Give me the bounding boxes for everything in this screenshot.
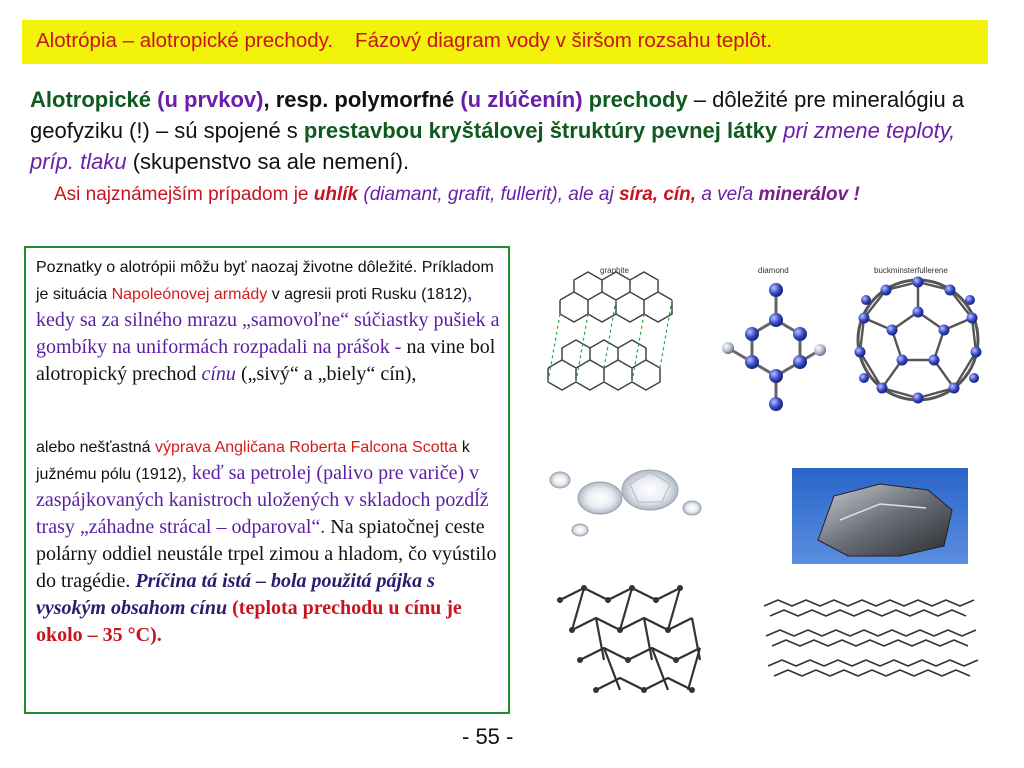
page-number: - 55 - [462,724,514,749]
fullerene-label: buckminsterfullerene [874,266,948,275]
graphite-layers-model [764,600,978,676]
diamond-structure-image [722,266,826,411]
diamond-label: diamond [758,266,789,275]
scott-paragraph: alebo nešťastná výprava Angličana Roberta Falcona Scotta k južnému pólu (1912), keď sa petrolej (palivo pre variče) v zaspájkovaných kanistroch uložených v skladoch pozdĺž trasy „záhadne strácal – odparoval“. Na spiatočnej ceste polárny oddiel neustále trpel zimou a hladom, čo vyústilo do tragédie. Príčina tá istá – bola použitá pájka s vysokým obsahom cínu (teplota prechodu u cínu je okolo – 35 °C). [36,439,497,646]
graphite-label: graphite [600,266,629,275]
slide-title: Alotrópia – alotropické prechody. Fázový diagram vody v širšom rozsahu teplôt. [36,29,773,52]
intro-paragraph: Alotropické (u prvkov), resp. polymorfné (u zlúčenín) prechody – dôležité pre mineralógiu a geofyziku (!) – sú spojené s prestavbou kryštálovej štruktúry pevnej látky pri zmene teploty, príp. tlaku (skupenstvo sa ale nemení). [30,87,965,174]
diamond-lattice-model [557,585,700,693]
graphite-rock-photo [792,468,968,564]
examples-paragraph: Asi najznámejším prípadom je uhlík (diamant, grafit, fullerit), ale aj síra, cín, a veľa minerálov ! [54,184,860,205]
diamond-gems-photo [550,470,701,536]
graphite-structure-image [548,266,672,390]
history-text-box [24,246,510,714]
fullerene-structure-image [855,266,982,404]
napoleon-paragraph: Poznatky o alotrópii môžu byť naozaj životne dôležité. Príkladom je situácia Napoleónovej armády v agresii proti Rusku (1812), kedy sa za silného mrazu „samovoľne“ súčiastky pušiek a gombíky na uniformách rozpadali na prášok - na vine bol alotropický prechod cínu („sivý“ a „biely“ cín), [36,259,500,385]
title-bar [22,20,988,64]
